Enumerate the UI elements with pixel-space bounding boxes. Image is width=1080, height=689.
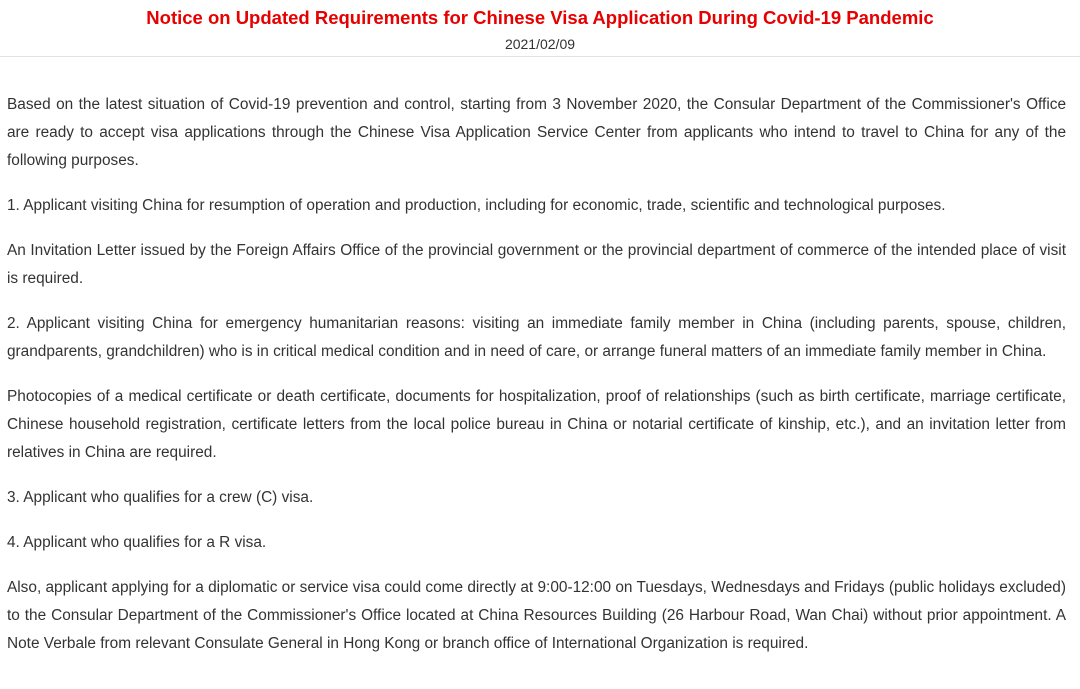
purpose-1-requirement-paragraph: An Invitation Letter issued by the Foreign Affairs Office of the provincial government or the provincial department of commerce of the intended place of visit is required. [7, 242, 1066, 287]
notice-body [0, 91, 1080, 658]
page-title: Notice on Updated Requirements for Chinese Visa Application During Covid-19 Pandemic [146, 7, 934, 28]
publish-date: 2021/02/09 [504, 36, 576, 52]
intro-paragraph: Based on the latest situation of Covid-19 prevention and control, starting from 3 November 2020, the Consular Department of the Commissioner's Office are ready to accept visa applications through the Chinese Visa Application Service Center from applicants who intend to travel to China for any of the following purposes. [7, 96, 1066, 169]
diplomatic-visa-paragraph: Also, applicant applying for a diplomatic or service visa could come directly at 9:00-12:00 on Tuesdays, Wednesdays and Fridays (public holidays excluded) to the Consular Department of the Commissioner's Office located at China Resources Building (26 Harbour Road, Wan Chai) without prior appointment. A Note Verbale from relevant Consulate General in Hong Kong or branch office of International Organization is required. [7, 579, 1066, 652]
notice-header [0, 0, 1080, 57]
purpose-3-paragraph: 3. Applicant who qualifies for a crew (C) visa. [7, 489, 314, 506]
purpose-4-paragraph: 4. Applicant who qualifies for a R visa. [7, 534, 267, 551]
purpose-2-requirement-paragraph: Photocopies of a medical certificate or death certificate, documents for hospitalization, proof of relationships (such as birth certificate, marriage certificate, Chinese household registration, certificate letters from the local police bureau in China or notarial certificate of kinship, etc.), and an invitation letter from relatives in China are required. [7, 388, 1066, 461]
purpose-2-paragraph: 2. Applicant visiting China for emergency humanitarian reasons: visiting an immediate family member in China (including parents, spouse, children, grandparents, grandchildren) who is in critical medical condition and in need of care, or arrange funeral matters of an immediate family member in China. [7, 315, 1066, 360]
purpose-1-paragraph: 1. Applicant visiting China for resumption of operation and production, including for economic, trade, scientific and technological purposes. [7, 197, 946, 214]
